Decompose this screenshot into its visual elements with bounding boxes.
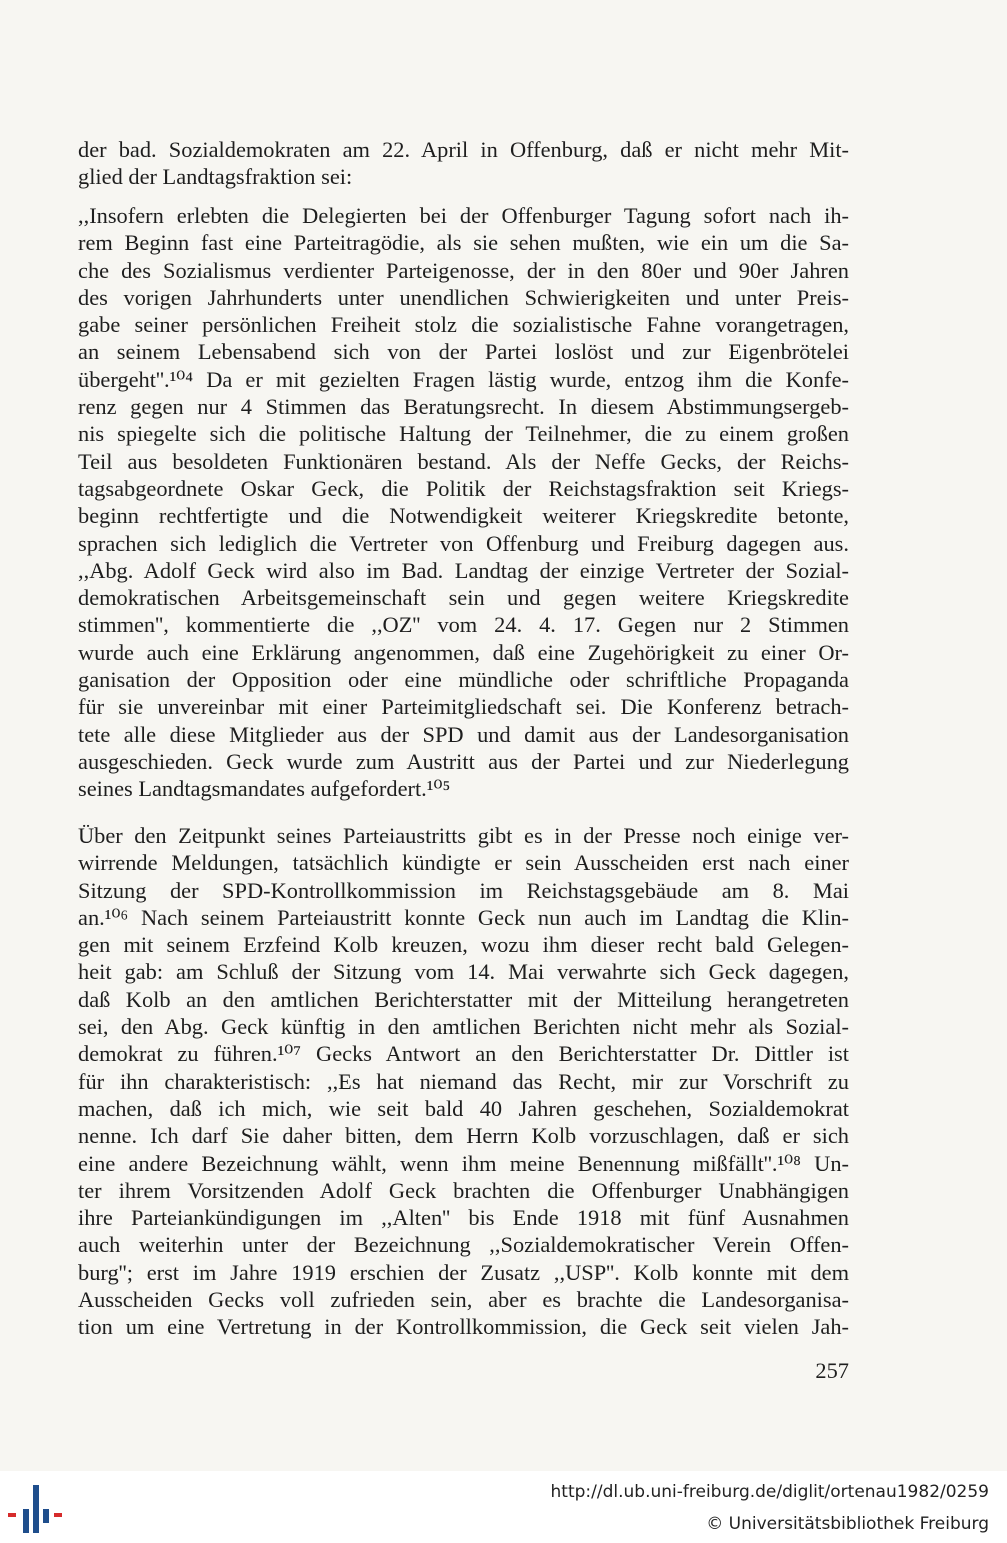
text-line: demokrat zu führen.¹⁰⁷ Gecks Antwort an den Berichterstatter Dr. Dittler ist — [78, 1041, 849, 1067]
text-line: beginn rechtfertigte und die Notwendigkeit weiterer Kriegskredite betonte, — [78, 503, 849, 529]
text-line: an seinem Lebensabend sich von der Partei loslöst und zur Eigenbrötelei — [78, 339, 849, 365]
text-line: gen mit seinem Erzfeind Kolb kreuzen, wozu ihm dieser recht bald Gelegen- — [78, 932, 849, 958]
text-line: Teil aus besoldeten Funktionären bestand. Als der Neffe Gecks, der Reichs- — [78, 448, 849, 474]
paragraph-main — [78, 822, 849, 1341]
paragraph-quote — [78, 202, 849, 803]
paragraph-intro — [78, 136, 849, 191]
text-line: Sitzung der SPD-Kontrollkommission im Reichstagsgebäude am 8. Mai — [78, 877, 849, 903]
text-line: seines Landtagsmandates aufgefordert.¹⁰⁵ — [78, 776, 451, 802]
text-line: sei, den Abg. Geck künftig in den amtlichen Berichten nicht mehr als Sozial- — [78, 1014, 849, 1040]
text-line: gabe seiner persönlichen Freiheit stolz die sozialistische Fahne vorangetragen, — [78, 312, 849, 338]
text-line: glied der Landtagsfraktion sei: — [78, 164, 353, 190]
text-line: nis spiegelte sich die politische Haltung der Teilnehmer, die zu einem großen — [78, 421, 849, 447]
text-line: burg''; erst im Jahre 1919 erschien der Zusatz ,,USP''. Kolb konnte mit dem — [78, 1259, 849, 1285]
text-line: ,,Insofern erlebten die Delegierten bei der Offenburger Tagung sofort nach ih- — [78, 203, 849, 228]
text-line: nenne. Ich darf Sie daher bitten, dem Herrn Kolb vorzuschlagen, daß er sich — [78, 1123, 849, 1149]
text-line: rem Beginn fast eine Parteitragödie, als sie sehen mußten, wie ein um die Sa- — [78, 230, 849, 256]
text-line: che des Sozialismus verdienter Parteigenosse, der in den 80er und 90er Jahren — [78, 257, 849, 283]
text-line: für ihn charakteristisch: ,,Es hat niemand das Recht, mir zur Vorschrift zu — [78, 1068, 849, 1094]
page-number: 257 — [815, 1358, 849, 1383]
ub-freiburg-logo-icon — [8, 1481, 64, 1537]
text-line: Über den Zeitpunkt seines Parteiaustritts gibt es in der Presse noch einige ver- — [78, 823, 849, 848]
text-line: ausgeschieden. Geck wurde zum Austritt aus der Partei und zur Niederlegung — [78, 748, 849, 774]
text-line: ,,Abg. Adolf Geck wird also im Bad. Landtag der einzige Vertreter der Sozial- — [78, 557, 849, 583]
text-line: ihre Parteiankündigungen im ,,Alten'' bis Ende 1918 mit fünf Ausnahmen — [78, 1205, 849, 1231]
text-line: wirrende Meldungen, tatsächlich kündigte er sein Ausscheiden erst nach einer — [78, 850, 849, 876]
text-line: stimmen'', kommentierte die ,,OZ'' vom 24. 4. 17. Gegen nur 2 Stimmen — [78, 612, 849, 638]
text-line: an.¹⁰⁶ Nach seinem Parteiaustritt konnte Geck nun auch im Landtag die Klin- — [78, 904, 849, 930]
text-line: der bad. Sozialdemokraten am 22. April in Offenburg, daß er nicht mehr Mit- — [78, 137, 849, 162]
text-line: sprachen sich lediglich die Vertreter von Offenburg und Freiburg dagegen aus. — [78, 530, 849, 556]
text-line: machen, daß ich mich, wie seit bald 40 Jahren geschehen, Sozialdemokrat — [78, 1095, 849, 1121]
text-line: wurde auch eine Erklärung angenommen, daß eine Zugehörigkeit zu einer Or- — [78, 639, 849, 665]
text-line: demokratischen Arbeitsgemeinschaft sein und gegen weitere Kriegskredite — [78, 585, 849, 611]
text-line: übergeht''.¹⁰⁴ Da er mit gezielten Fragen lästig wurde, entzog ihm die Konfe- — [78, 366, 849, 392]
text-line: ter ihrem Vorsitzenden Adolf Geck brachten die Offenburger Unabhängigen — [78, 1177, 849, 1203]
text-line: auch weiterhin unter der Bezeichnung ,,Sozialdemokratischer Verein Offen- — [78, 1232, 849, 1258]
text-line: Ausscheiden Gecks voll zufrieden sein, aber es brachte die Landesorganisa- — [78, 1287, 849, 1313]
viewer-footer — [0, 1471, 1007, 1543]
text-line: daß Kolb an den amtlichen Berichterstatter mit der Mitteilung herangetreten — [78, 986, 849, 1012]
permalink-link[interactable]: http://dl.ub.uni-freiburg.de/diglit/ortenau1982/0259 — [550, 1482, 989, 1502]
copyright-text: © Universitätsbibliothek Freiburg — [706, 1514, 989, 1534]
text-line: des vorigen Jahrhunderts unter unendlichen Schwierigkeiten und unter Preis- — [78, 284, 849, 310]
text-line: tete alle diese Mitglieder aus der SPD und damit aus der Landesorganisation — [78, 721, 849, 747]
text-line: tion um eine Vertretung in der Kontrollkommission, die Geck seit vielen Jah- — [78, 1314, 849, 1340]
text-line: tagsabgeordnete Oskar Geck, die Politik der Reichstagsfraktion seit Kriegs- — [78, 475, 849, 501]
text-line: eine andere Bezeichnung wählt, wenn ihm meine Benennung mißfällt''.¹⁰⁸ Un- — [78, 1150, 849, 1176]
text-line: heit gab: am Schluß der Sitzung vom 14. Mai verwahrte sich Geck dagegen, — [78, 959, 849, 985]
text-line: ganisation der Opposition oder eine mündliche oder schriftliche Propaganda — [78, 667, 849, 693]
text-line: für sie unvereinbar mit einer Parteimitgliedschaft sei. Die Konferenz betrach- — [78, 694, 849, 720]
text-line: renz gegen nur 4 Stimmen das Beratungsrecht. In diesem Abstimmungsergeb- — [78, 394, 849, 420]
